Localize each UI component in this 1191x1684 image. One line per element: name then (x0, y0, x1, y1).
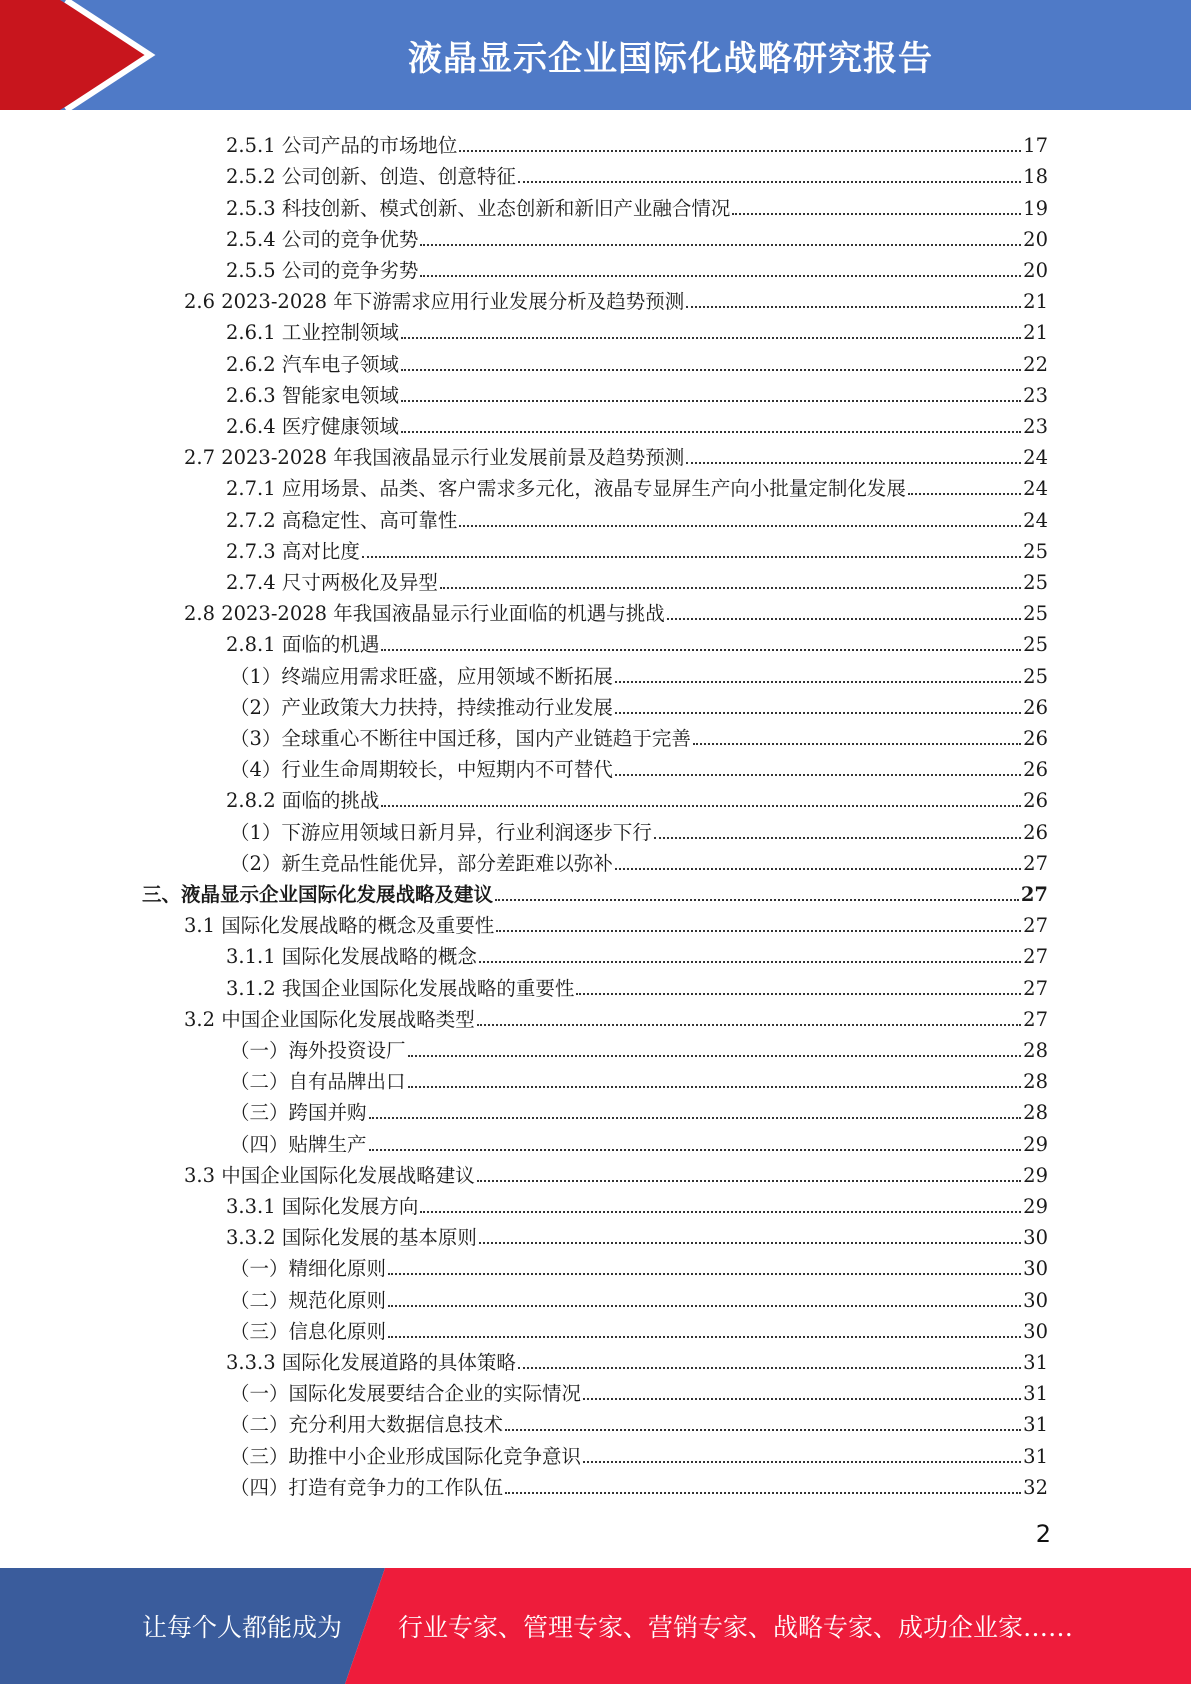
toc-entry-title: （二）充分利用大数据信息技术 (230, 1413, 504, 1437)
page-header (0, 0, 1191, 110)
toc-entry-title: 3.3.1 国际化发展方向 (226, 1194, 419, 1218)
toc-entry-page: 21 (1023, 290, 1048, 314)
toc-entry-title: （二）规范化原则 (230, 1288, 387, 1312)
toc-entry-title: （2）产业政策大力扶持，持续推动行业发展 (230, 695, 613, 719)
toc-entry-page: 31 (1023, 1413, 1048, 1437)
toc-entry[interactable] (0, 283, 1191, 314)
toc-entry[interactable] (0, 938, 1191, 969)
toc-entry-title: 2.6.1 工业控制领域 (226, 321, 399, 345)
toc-entry-title: 2.7 2023-2028 年我国液晶显示行业发展前景及趋势预测 (184, 446, 685, 470)
toc-entry-page: 26 (1023, 695, 1048, 719)
toc-entry[interactable] (0, 1313, 1191, 1344)
toc-dot-leader (583, 1461, 1021, 1463)
toc-dot-leader (369, 1149, 1022, 1151)
toc-entry[interactable] (0, 1094, 1191, 1125)
toc-entry[interactable] (0, 1281, 1191, 1312)
toc-dot-leader (401, 431, 1021, 433)
toc-dot-leader (667, 618, 1021, 620)
toc-entry-page: 19 (1023, 196, 1048, 220)
toc-entry-page: 22 (1023, 352, 1048, 376)
toc-dot-leader (686, 306, 1021, 308)
toc-entry-page: 20 (1023, 258, 1048, 282)
toc-entry[interactable] (0, 377, 1191, 408)
toc-entry-page: 28 (1023, 1038, 1048, 1062)
toc-entry-page: 27 (1023, 1007, 1048, 1031)
toc-entry[interactable] (0, 1344, 1191, 1375)
toc-entry-title: 3.1.2 我国企业国际化发展战略的重要性 (226, 976, 575, 1000)
toc-dot-leader (693, 743, 1021, 745)
footer-slogan-right: 行业专家、管理专家、营销专家、战略专家、成功企业家…… (398, 1613, 1074, 1642)
toc-entry-title: （1）终端应用需求旺盛，应用领域不断拓展 (230, 664, 613, 688)
toc-entry-page: 27 (1020, 882, 1048, 906)
toc-entry-title: 3.2 中国企业国际化发展战略类型 (184, 1007, 475, 1031)
toc-entry-title: （3）全球重心不断往中国迁移，国内产业链趋于完善 (230, 726, 691, 750)
toc-dot-leader (615, 712, 1021, 714)
toc-entry-title: 2.5.5 公司的竞争劣势 (226, 258, 419, 282)
toc-entry[interactable] (0, 1469, 1191, 1500)
toc-entry-page: 31 (1023, 1444, 1048, 1468)
toc-entry[interactable] (0, 189, 1191, 220)
toc-dot-leader (408, 1055, 1022, 1057)
toc-dot-leader (495, 899, 1019, 901)
toc-entry[interactable] (0, 689, 1191, 720)
toc-dot-leader (732, 213, 1021, 215)
toc-dot-leader (518, 181, 1021, 183)
toc-dot-leader (459, 525, 1021, 527)
toc-entry-title: 3.3 中国企业国际化发展战略建议 (184, 1163, 475, 1187)
toc-entry[interactable] (0, 501, 1191, 532)
toc-entry[interactable] (0, 408, 1191, 439)
toc-dot-leader (420, 275, 1021, 277)
toc-entry[interactable] (0, 876, 1191, 907)
toc-dot-leader (420, 1211, 1021, 1213)
toc-entry-page: 27 (1023, 851, 1048, 875)
toc-dot-leader (440, 587, 1021, 589)
toc-entry-page: 26 (1023, 820, 1048, 844)
toc-entry-title: 2.5.3 科技创新、模式创新、业态创新和新旧产业融合情况 (226, 196, 731, 220)
toc-entry-page: 31 (1023, 1350, 1048, 1374)
toc-dot-leader (477, 1180, 1021, 1182)
toc-entry-title: 2.8.1 面临的机遇 (226, 633, 380, 657)
toc-dot-leader (388, 1336, 1021, 1338)
toc-entry-title: （三）跨国并购 (230, 1101, 367, 1125)
toc-entry[interactable] (0, 1188, 1191, 1219)
toc-entry-page: 25 (1023, 664, 1048, 688)
toc-entry[interactable] (0, 439, 1191, 470)
header-arrow-decoration (0, 0, 160, 110)
toc-entry[interactable] (0, 782, 1191, 813)
toc-entry[interactable] (0, 751, 1191, 782)
toc-dot-leader (381, 805, 1021, 807)
toc-dot-leader (401, 369, 1021, 371)
toc-entry-title: 2.8 2023-2028 年我国液晶显示行业面临的机遇与挑战 (184, 602, 665, 626)
toc-entry-title: 2.6 2023-2028 年下游需求应用行业发展分析及趋势预测 (184, 290, 685, 314)
toc-dot-leader (654, 837, 1021, 839)
toc-entry-page: 30 (1023, 1319, 1048, 1343)
toc-entry-title: 2.5.4 公司的竞争优势 (226, 227, 419, 251)
toc-dot-leader (908, 493, 1021, 495)
toc-dot-leader (505, 1492, 1021, 1494)
toc-entry-title: 3.1 国际化发展战略的概念及重要性 (184, 914, 495, 938)
page-number: 2 (1035, 1520, 1051, 1548)
toc-entry[interactable] (0, 1250, 1191, 1281)
toc-dot-leader (420, 244, 1021, 246)
toc-entry-page: 30 (1023, 1288, 1048, 1312)
toc-entry-title: 3.1.1 国际化发展战略的概念 (226, 945, 477, 969)
toc-entry[interactable] (0, 345, 1191, 376)
toc-entry-page: 20 (1023, 227, 1048, 251)
footer-slogan-left: 让每个人都能成为 (142, 1613, 343, 1642)
toc-entry[interactable] (0, 1157, 1191, 1188)
toc-entry[interactable] (0, 470, 1191, 501)
toc-dot-leader (518, 1367, 1021, 1369)
toc-dot-leader (408, 1086, 1022, 1088)
toc-entry[interactable] (0, 1375, 1191, 1406)
toc-entry-title: 2.5.2 公司创新、创造、创意特征 (226, 165, 516, 189)
toc-entry[interactable] (0, 720, 1191, 751)
toc-entry-title: （三）信息化原则 (230, 1319, 387, 1343)
toc-entry[interactable] (0, 1063, 1191, 1094)
toc-entry[interactable] (0, 158, 1191, 189)
toc-entry-title: 2.6.4 医疗健康领域 (226, 414, 399, 438)
toc-entry-title: （二）自有品牌出口 (230, 1070, 406, 1094)
toc-entry-title: （1）下游应用领域日新月异，行业利润逐步下行 (230, 820, 652, 844)
toc-entry-title: 3.3.3 国际化发展道路的具体策略 (226, 1350, 516, 1374)
toc-entry-page: 25 (1023, 539, 1048, 563)
toc-entry-page: 25 (1023, 633, 1048, 657)
toc-entry-title: （一）海外投资设厂 (230, 1038, 406, 1062)
toc-entry-page: 18 (1023, 165, 1048, 189)
toc-entry-title: （4）行业生命周期较长，中短期内不可替代 (230, 758, 613, 782)
toc-entry[interactable] (0, 1406, 1191, 1437)
toc-entry-title: 2.7.4 尺寸两极化及异型 (226, 570, 438, 594)
toc-entry-page: 21 (1023, 321, 1048, 345)
toc-entry-page: 32 (1023, 1475, 1048, 1499)
toc-entry[interactable] (0, 127, 1191, 158)
toc-entry[interactable] (0, 595, 1191, 626)
toc-entry[interactable] (0, 1032, 1191, 1063)
report-title: 液晶显示企业国际化战略研究报告 (408, 38, 933, 79)
toc-entry-title: 2.7.2 高稳定性、高可靠性 (226, 508, 458, 532)
toc-entry-page: 27 (1023, 976, 1048, 1000)
toc-dot-leader (479, 1242, 1021, 1244)
toc-entry[interactable] (0, 1219, 1191, 1250)
toc-dot-leader (381, 649, 1021, 651)
toc-entry-page: 29 (1023, 1194, 1048, 1218)
toc-dot-leader (496, 930, 1021, 932)
toc-entry-title: 2.8.2 面临的挑战 (226, 789, 380, 813)
toc-entry[interactable] (0, 221, 1191, 252)
toc-entry-title: （四）贴牌生产 (230, 1132, 367, 1156)
toc-entry-title: 2.7.1 应用场景、品类、客户需求多元化，液晶专显屏生产向小批量定制化发展 (226, 477, 906, 501)
toc-entry-page: 27 (1023, 914, 1048, 938)
toc-dot-leader (369, 1117, 1022, 1119)
toc-entry[interactable] (0, 1125, 1191, 1156)
toc-entry[interactable] (0, 314, 1191, 345)
toc-entry[interactable] (0, 657, 1191, 688)
toc-dot-leader (505, 1429, 1021, 1431)
toc-entry[interactable] (0, 813, 1191, 844)
toc-entry-page: 31 (1023, 1382, 1048, 1406)
toc-entry-page: 30 (1023, 1226, 1048, 1250)
toc-entry-title: 2.6.3 智能家电领域 (226, 383, 399, 407)
toc-dot-leader (388, 1273, 1021, 1275)
toc-dot-leader (362, 556, 1021, 558)
toc-dot-leader (401, 337, 1021, 339)
toc-entry-page: 29 (1023, 1163, 1048, 1187)
toc-entry[interactable] (0, 252, 1191, 283)
toc-entry-title: 2.5.1 公司产品的市场地位 (226, 134, 458, 158)
toc-dot-leader (686, 462, 1021, 464)
toc-dot-leader (583, 1398, 1021, 1400)
toc-dot-leader (477, 1024, 1021, 1026)
toc-entry-page: 26 (1023, 758, 1048, 782)
toc-entry-page: 27 (1023, 945, 1048, 969)
toc-entry-page: 28 (1023, 1070, 1048, 1094)
toc-dot-leader (615, 681, 1021, 683)
toc-dot-leader (615, 868, 1021, 870)
toc-entry-title: （三）助推中小企业形成国际化竞争意识 (230, 1444, 582, 1468)
toc-entry-page: 24 (1023, 446, 1048, 470)
toc-entry-page: 26 (1023, 726, 1048, 750)
toc-entry[interactable] (0, 533, 1191, 564)
toc-entry[interactable] (0, 564, 1191, 595)
toc-entry[interactable] (0, 969, 1191, 1000)
toc-entry-page: 29 (1023, 1132, 1048, 1156)
toc-entry-title: （一）国际化发展要结合企业的实际情况 (230, 1382, 582, 1406)
toc-entry-title: 3.3.2 国际化发展的基本原则 (226, 1226, 477, 1250)
toc-entry-title: （2）新生竞品性能优异，部分差距难以弥补 (230, 851, 613, 875)
toc-entry-page: 30 (1023, 1257, 1048, 1281)
toc-entry-title: 2.6.2 汽车电子领域 (226, 352, 399, 376)
toc-entry[interactable] (0, 907, 1191, 938)
toc-entry-title: （四）打造有竞争力的工作队伍 (230, 1475, 504, 1499)
toc-entry[interactable] (0, 1001, 1191, 1032)
toc-entry-page: 26 (1023, 789, 1048, 813)
toc-dot-leader (576, 993, 1021, 995)
page-footer (0, 1568, 1191, 1684)
toc-entry-page: 25 (1023, 602, 1048, 626)
toc-entry-page: 23 (1023, 414, 1048, 438)
toc-dot-leader (615, 774, 1021, 776)
toc-entry[interactable] (0, 626, 1191, 657)
toc-entry-page: 25 (1023, 570, 1048, 594)
toc-entry-page: 24 (1023, 477, 1048, 501)
toc-dot-leader (479, 961, 1021, 963)
toc-dot-leader (401, 400, 1021, 402)
toc-entry-page: 28 (1023, 1101, 1048, 1125)
toc-entry-title: 三、液晶显示企业国际化发展战略及建议 (142, 882, 494, 906)
toc-entry[interactable] (0, 845, 1191, 876)
toc-entry[interactable] (0, 1437, 1191, 1468)
toc-entry-page: 17 (1023, 134, 1048, 158)
toc-entry-title: 2.7.3 高对比度 (226, 539, 360, 563)
toc-dot-leader (388, 1305, 1021, 1307)
toc-entry-page: 23 (1023, 383, 1048, 407)
toc-entry-page: 24 (1023, 508, 1048, 532)
toc-entry-title: （一）精细化原则 (230, 1257, 387, 1281)
toc-dot-leader (459, 150, 1021, 152)
